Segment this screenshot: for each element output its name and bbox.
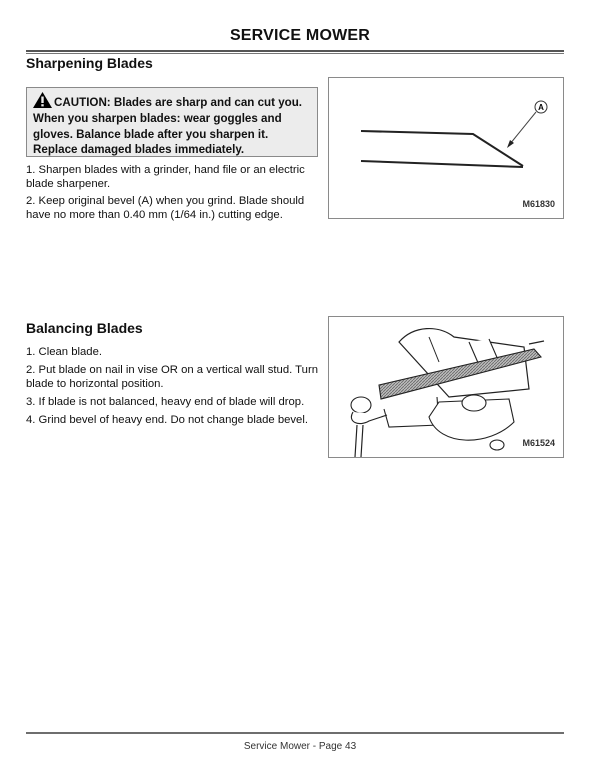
- figure-label: M61524: [522, 438, 555, 448]
- caution-text-line: gloves. Balance blade after you sharpen it.: [33, 127, 269, 141]
- caution-text-line: Replace damaged blades immediately.: [33, 143, 245, 157]
- callout-a: A: [538, 103, 544, 112]
- figure-vise-balancing: [328, 316, 564, 458]
- caution-box: [26, 87, 318, 157]
- caution-text-line: CAUTION: Blades are sharp and can cut you.: [54, 96, 303, 109]
- figure-blade-bevel: [328, 77, 564, 219]
- warning-triangle-icon: [33, 92, 52, 108]
- sharpening-step-2: 2. Keep original bevel (A) when you grind. Blade should have no more than 0.40 mm (1/64 in.) cutting edge.: [26, 195, 305, 221]
- balancing-step-1: 1. Clean blade.: [26, 346, 102, 358]
- page-footer: Service Mower - Page 43: [243, 741, 357, 752]
- section-heading-balancing: Balancing Blades: [26, 320, 143, 336]
- header-divider: [26, 50, 564, 54]
- vise-diagram: [329, 317, 563, 457]
- section-heading-sharpening: Sharpening Blades: [26, 55, 153, 71]
- figure-label: M61830: [522, 199, 555, 209]
- caution-text-line: When you sharpen blades: wear goggles and: [33, 111, 282, 125]
- balancing-step-4: 4. Grind bevel of heavy end. Do not change blade bevel.: [26, 414, 308, 426]
- footer-divider: [26, 732, 564, 734]
- sharpening-step-1: 1. Sharpen blades with a grinder, hand file or an electric blade sharpener.: [26, 164, 305, 190]
- blade-bevel-diagram: [329, 78, 563, 218]
- balancing-step-2: 2. Put blade on nail in vise OR on a vertical wall stud. Turn blade to horizontal position.: [26, 364, 318, 390]
- balancing-step-3: 3. If blade is not balanced, heavy end of blade will drop.: [26, 396, 305, 408]
- page-title: SERVICE MOWER: [229, 27, 371, 44]
